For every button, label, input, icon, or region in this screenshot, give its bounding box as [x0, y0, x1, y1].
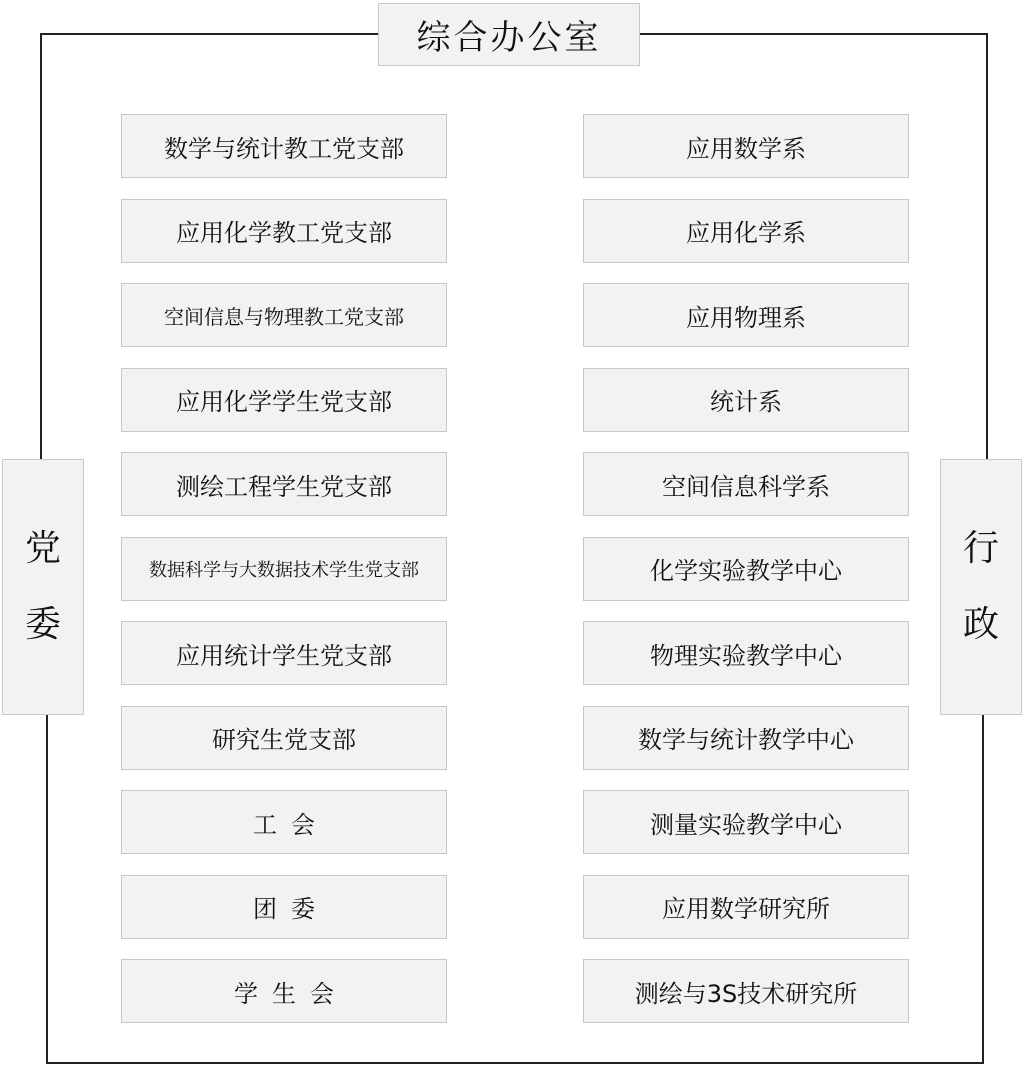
party-unit-node: 团委: [121, 875, 447, 939]
admin-unit-node: 化学实验教学中心: [583, 537, 909, 601]
office-node: 综合办公室: [378, 3, 640, 66]
party-unit-node: 应用化学学生党支部: [121, 368, 447, 432]
frame-line-left-upper: [40, 33, 42, 459]
party-unit-node: 应用化学教工党支部: [121, 199, 447, 263]
party-units-column: [121, 114, 447, 1044]
party-committee-char-1: 党: [24, 528, 61, 569]
party-committee-char-2: 委: [24, 604, 61, 645]
admin-unit-node: 统计系: [583, 368, 909, 432]
party-unit-node: 工会: [121, 790, 447, 854]
party-unit-node: 测绘工程学生党支部: [121, 452, 447, 516]
administration-char-2: 政: [962, 604, 999, 645]
party-unit-node: 研究生党支部: [121, 706, 447, 770]
admin-unit-node: 应用化学系: [583, 199, 909, 263]
frame-line-right-lower: [982, 714, 984, 1064]
admin-unit-node: 测绘与3S技术研究所: [583, 959, 909, 1023]
admin-unit-node: 空间信息科学系: [583, 452, 909, 516]
admin-unit-node: 应用数学系: [583, 114, 909, 178]
frame-line-bottom: [46, 1062, 984, 1064]
party-unit-node: 应用统计学生党支部: [121, 621, 447, 685]
frame-line-right-upper: [986, 33, 988, 459]
admin-units-column: [583, 114, 909, 1044]
admin-unit-node: 应用数学研究所: [583, 875, 909, 939]
party-unit-node: 空间信息与物理教工党支部: [121, 283, 447, 347]
admin-unit-node: 测量实验教学中心: [583, 790, 909, 854]
administration-char-1: 行: [962, 528, 999, 569]
party-unit-node: 数据科学与大数据技术学生党支部: [121, 537, 447, 601]
party-committee-node: [2, 459, 84, 715]
admin-unit-node: 数学与统计教学中心: [583, 706, 909, 770]
party-unit-node: 数学与统计教工党支部: [121, 114, 447, 178]
party-unit-node: 学生会: [121, 959, 447, 1023]
administration-node: [940, 459, 1022, 715]
frame-line-top-right: [638, 33, 988, 35]
frame-line-top-left: [40, 33, 379, 35]
admin-unit-node: 物理实验教学中心: [583, 621, 909, 685]
frame-line-left-lower: [46, 714, 48, 1064]
admin-unit-node: 应用物理系: [583, 283, 909, 347]
